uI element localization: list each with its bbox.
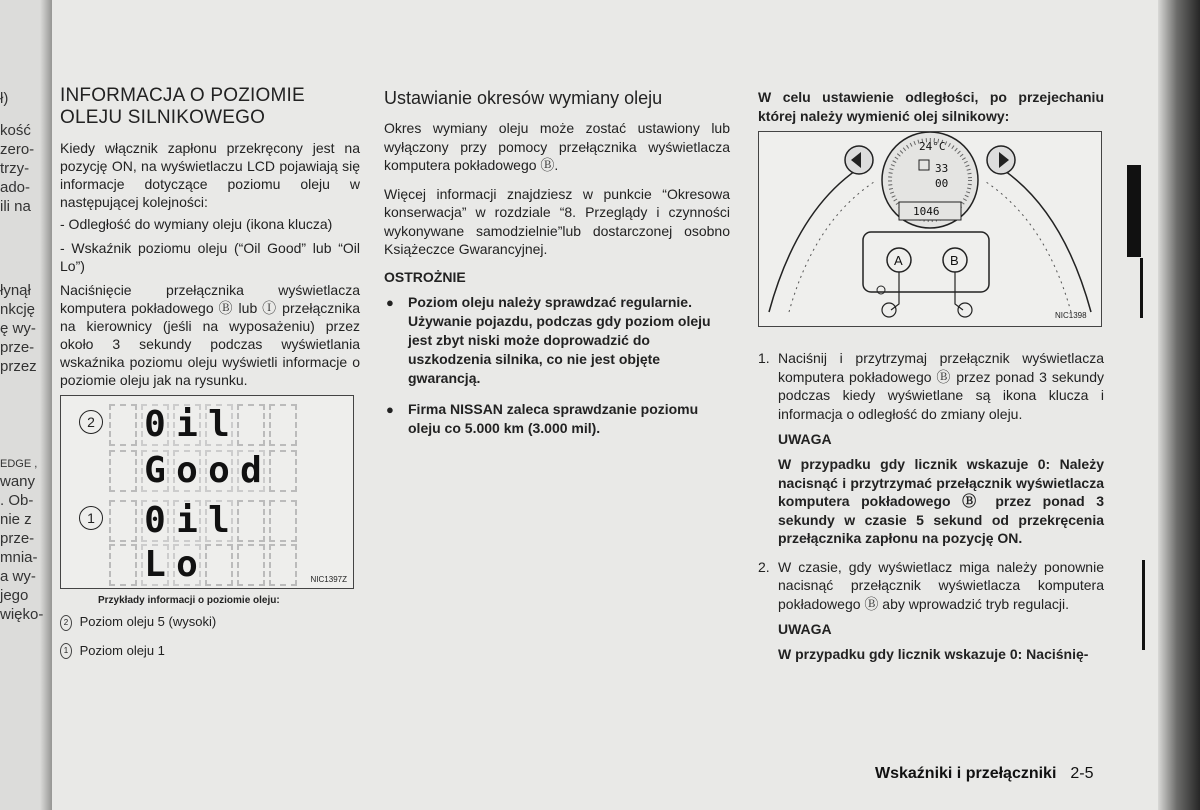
lcd-digit: l [205, 404, 233, 446]
lcd-digit: o [173, 450, 201, 492]
note-text: W przypadku gdy licznik wskazuje 0: Naciśnię- [778, 646, 1089, 662]
figure-code: NIC1398 [1055, 311, 1087, 320]
lcd-digit: i [173, 500, 201, 542]
procedure-heading: W celu ustawienie odległości, po przejechaniu której należy wymienić olej silnikowy: [758, 89, 1104, 124]
legend-item [60, 614, 360, 631]
page-number: 2-5 [1070, 765, 1094, 782]
prev-frag: jego [0, 587, 29, 604]
lcd-digit: o [205, 450, 233, 492]
prev-frag: nie z [0, 511, 32, 528]
prev-frag: wany [0, 473, 36, 490]
chapter-thumb-tab [1127, 165, 1141, 257]
column-oil-level-info [60, 85, 360, 671]
lcd-row [109, 404, 297, 446]
display-value-b: 00 [935, 177, 949, 190]
note-block [758, 431, 1104, 548]
body-paragraph: Okres wymiany oleju może zostać ustawiony lub wyłączony przy pomocy przełącznika wyświetlacza komputera pokładowego Ⓑ. [384, 120, 730, 173]
prev-frag: przez [0, 358, 37, 375]
body-paragraph: Naciśnięcie przełącznika wyświetlacza komputera pokładowego Ⓑ lub Ⓘ przełącznika na kierownicy (jeśli na wyposażeniu) przez około 3 sekundy podczas wyświetlania wskaźnika poziomu oleju wyświetli informacje o poziomie oleju jak na rysunku. [60, 282, 360, 388]
footer-section-name: Wskaźniki i przełączniki [875, 765, 1057, 782]
previous-page-edge [0, 0, 52, 810]
lcd-digit-blank [269, 500, 297, 542]
prev-frag: prze- [0, 339, 35, 356]
lcd-digit-blank [109, 544, 137, 586]
lcd-digit: G [141, 450, 169, 492]
note-heading: UWAGA [778, 621, 832, 637]
lcd-digit: l [205, 500, 233, 542]
page-edge-shadow [1158, 0, 1200, 810]
lcd-digit-blank [237, 544, 265, 586]
lcd-row [109, 450, 297, 492]
lcd-digit-blank [237, 404, 265, 446]
lcd-digit-blank [269, 404, 297, 446]
page-footer [875, 765, 1094, 783]
caution-list [384, 293, 730, 438]
legend-marker: 1 [60, 643, 72, 659]
step-number: 1. [758, 350, 770, 366]
column-setting-procedure [758, 88, 1104, 674]
prev-frag: ado- [0, 179, 31, 196]
lcd-digit: L [141, 544, 169, 586]
prev-frag: prze- [0, 530, 35, 547]
legend-text: Poziom oleju 1 [79, 642, 165, 658]
lcd-digit: d [237, 450, 265, 492]
display-value-a: 33 [935, 162, 949, 175]
figure-code: NIC1397Z [310, 575, 347, 584]
lcd-row [109, 544, 297, 586]
prev-frag: a wy- [0, 568, 36, 585]
lcd-digit: 0 [141, 500, 169, 542]
lcd-digit-blank [109, 500, 137, 542]
procedure-steps [758, 349, 1104, 423]
binding-shadow [40, 0, 52, 810]
prev-frag: . Ob- [0, 492, 34, 509]
prev-frag: nkcję [0, 301, 36, 318]
intro-paragraph: Kiedy włącznik zapłonu przekręcony jest na pozycję ON, na wyświetlaczu LCD pojawiają się informacje dotyczące poziomu oleju w następującej kolejności: [60, 140, 360, 210]
note-block [758, 621, 1104, 664]
caution-item: ● Firma NISSAN zaleca sprawdzanie poziomu oleju co 5.000 km (3.000 mil). [384, 400, 730, 438]
label-b: B [950, 253, 959, 268]
lcd-digit: 0 [141, 404, 169, 446]
edge-mark [1142, 560, 1145, 650]
step-number: 2. [758, 558, 770, 575]
display-odometer: 1046 [913, 205, 940, 218]
lcd-digit-blank [237, 500, 265, 542]
legend-text: Poziom oleju 5 (wysoki) [79, 614, 217, 629]
step-text: W czasie, gdy wyświetlacz miga należy ponownie nacisnąć przełącznik wyświetlacza komputera pokładowego Ⓑ aby wprowadzić tryb regulacji. [778, 558, 1104, 612]
cluster-drawing [759, 132, 1101, 326]
legend-item [60, 643, 360, 660]
legend-marker: 2 [60, 615, 72, 631]
prev-frag: ł) [0, 90, 9, 107]
figure-caption: Przykłady informacji o poziomie oleju: [98, 595, 280, 606]
caution-item: ● Poziom oleju należy sprawdzać regularnie. Używanie pojazdu, podczas gdy poziom oleju jest zbyt niski może doprowadzić do uszkodzenia silnika, co nie jest objęte gwarancją. [384, 293, 730, 388]
section-title: INFORMACJA O POZIOMIE OLEJU SILNIKOWEGO [60, 85, 305, 128]
list-item: - Odległość do wymiany oleju (ikona klucza) [60, 216, 333, 232]
oil-level-display-figure [60, 395, 354, 589]
lcd-digit-blank [269, 544, 297, 586]
body-paragraph: Więcej informacji znajdziesz w punkcie “Okresowa konserwacja” w rozdziale “8. Przeglądy i czynności wykonywane samodzielnie”lub dostarczonej osobno Książeczce Gwarancyjnej. [384, 185, 730, 257]
procedure-steps [758, 558, 1104, 614]
caution-heading: OSTROŻNIE [384, 268, 466, 285]
marker-2: 2 [79, 410, 103, 434]
prev-frag: EDGE , [0, 458, 38, 470]
display-temp: 24°C [919, 140, 946, 153]
prev-frag: mnia- [0, 549, 38, 566]
lcd-digit: i [173, 404, 201, 446]
instrument-cluster-figure [758, 131, 1102, 327]
lcd-digit-blank [109, 404, 137, 446]
lcd-digit-blank [269, 450, 297, 492]
lcd-digit: o [173, 544, 201, 586]
marker-1: 1 [79, 506, 103, 530]
label-a: A [894, 253, 903, 268]
step-text: Naciśnij i przytrzymaj przełącznik wyświetlacza komputera pokładowego Ⓑ przez ponad 3 sekundy podczas kiedy wyświetlane są ikona klucza i informacja o odległość do zmiany oleju. [778, 350, 1104, 422]
prev-frag: więko- [0, 606, 44, 623]
note-heading: UWAGA [778, 431, 832, 447]
step-1 [758, 349, 1104, 423]
prev-frag: zero- [0, 141, 35, 158]
prev-frag: ę wy- [0, 320, 36, 337]
prev-frag: łynął [0, 282, 31, 299]
note-text: W przypadku gdy licznik wskazuje 0: Należy nacisnąć i przytrzymać przełącznik wyświetlacza komputera pokładowego Ⓑ przez ponad 3 sekundy w czasie 5 sekund od przekręcenia przełącznika zapłonu na pozycję ON. [778, 456, 1104, 546]
prev-frag: ili na [0, 198, 31, 215]
list-item: - Wskaźnik poziomu oleju (“Oil Good” lub “Oil Lo”) [60, 240, 360, 274]
prev-frag: kość [0, 122, 31, 139]
column-oil-interval [384, 88, 730, 450]
lcd-row [109, 500, 297, 542]
step-2 [758, 558, 1104, 614]
lcd-digit-blank [109, 450, 137, 492]
prev-frag: trzy- [0, 160, 30, 177]
subsection-title: Ustawianie okresów wymiany oleju [384, 88, 663, 108]
edge-mark [1140, 258, 1143, 318]
lcd-digit-blank [205, 544, 233, 586]
